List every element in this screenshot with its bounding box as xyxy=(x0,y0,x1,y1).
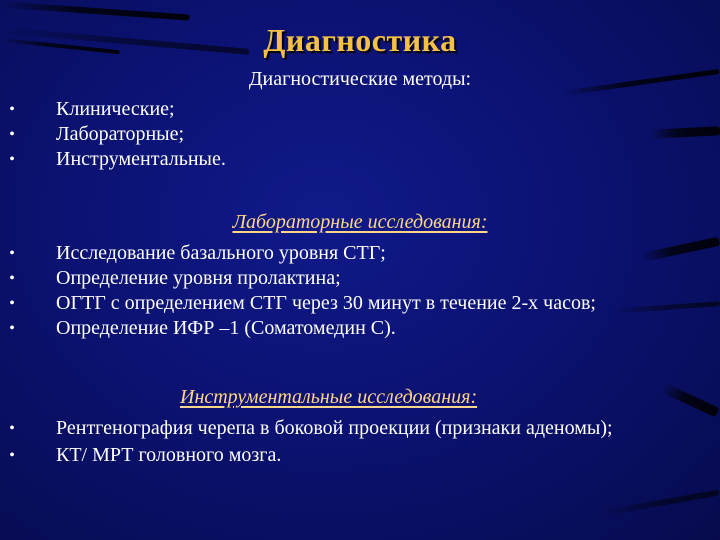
list-item-text: Определение уровня пролактина; xyxy=(56,267,341,289)
list-item-text: Лабораторные; xyxy=(56,123,185,145)
background-streak xyxy=(661,383,720,417)
list-item-text: КТ/ МРТ головного мозга. xyxy=(56,444,282,466)
lab-tests-list xyxy=(0,241,720,341)
list-item xyxy=(0,316,720,341)
bullet-icon: • xyxy=(9,151,15,168)
bullet-icon: • xyxy=(9,126,15,143)
bullet-icon: • xyxy=(9,270,15,287)
bullet-icon: • xyxy=(9,295,15,312)
list-item xyxy=(0,266,720,291)
section-heading-instrumental-tests: Инструментальные исследования: xyxy=(180,386,478,408)
section-heading-diagnostic-methods: Диагностические методы: xyxy=(248,68,472,90)
list-item-text: ОГТГ с определением СТГ через 30 минут в течение 2-х часов; xyxy=(56,292,596,314)
list-item xyxy=(0,147,720,172)
slide-title: Диагностика xyxy=(263,22,457,58)
diagnostic-methods-list xyxy=(0,97,720,172)
bullet-icon: • xyxy=(9,447,15,464)
bullet-icon: • xyxy=(9,420,15,437)
bullet-icon: • xyxy=(9,320,15,337)
list-item xyxy=(0,416,616,441)
list-item-text: Инструментальные. xyxy=(56,148,226,170)
instrumental-tests-list xyxy=(0,416,720,470)
list-item-text: Клинические; xyxy=(56,98,175,120)
list-item-text: Исследование базального уровня СТГ; xyxy=(56,242,386,264)
background-streak xyxy=(600,490,719,517)
list-item xyxy=(0,122,720,147)
background-streak xyxy=(0,1,190,20)
section-heading-lab-tests: Лабораторные исследования: xyxy=(232,211,488,233)
list-item-text: Определение ИФР –1 (Соматомедин С). xyxy=(56,317,396,339)
bullet-icon: • xyxy=(9,101,15,118)
list-item xyxy=(0,97,720,122)
list-item xyxy=(0,241,720,266)
list-item xyxy=(0,443,720,468)
list-item-text: Рентгенография черепа в боковой проекции (признаки аденомы); xyxy=(56,417,613,439)
list-item xyxy=(0,291,720,316)
bullet-icon: • xyxy=(9,245,15,262)
